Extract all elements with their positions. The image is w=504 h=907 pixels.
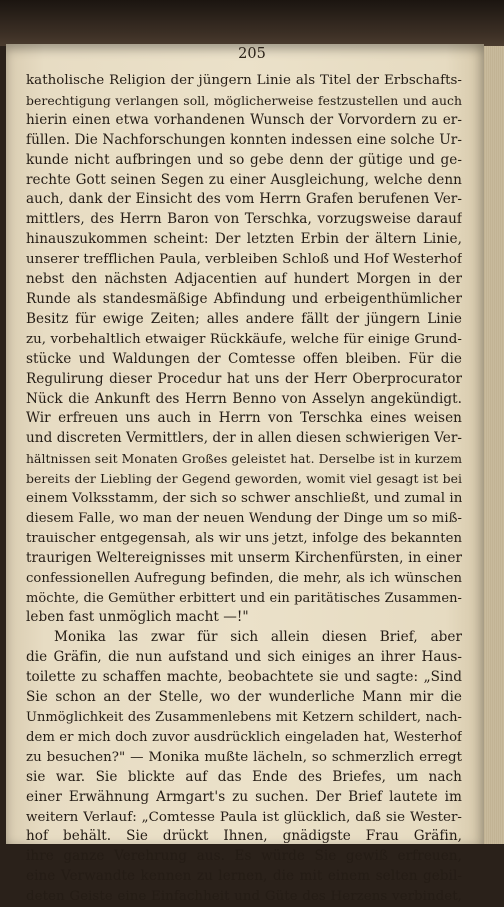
text-line: auch, dank der Einsicht des vom Herrn Grafen berufenen Ver- (26, 191, 462, 208)
text-line: füllen. Die Nachforschungen konnten indessen eine solche Ur- (26, 131, 462, 148)
text-line: trauischer entgegensah, als wir uns jetzt, infolge des bekannten (26, 530, 462, 546)
text-line: toilette zu schaffen machte, beobachtete sie und sagte: „Sind (26, 669, 462, 686)
text-line: confessionellen Aufregung befinden, die mehr, als ich wünschen (26, 570, 462, 586)
text-line: Monika las zwar für sich allein diesen Brief, aber (54, 629, 462, 646)
text-line: eine Verwandte kennen zu lernen, die mit einem selten gebil- (26, 868, 462, 885)
text-line: Nück die Ankunft des Herrn Benno von Asselyn angekündigt. (26, 390, 462, 407)
text-line: hof behält. Sie drückt Ihnen, gnädigste Frau Gräfin, (26, 828, 462, 845)
text-line: Besitz für ewige Zeiten; alles andere fällt der jüngern Linie (26, 310, 462, 327)
text-line: hältnissen seit Monaten Großes geleistet hat. Derselbe ist in kurzem (26, 451, 462, 467)
text-line: die Gräfin, die nun aufstand und sich einiges an ihrer Haus- (26, 649, 462, 666)
text-line: zu, vorbehaltlich etwaiger Rückkäufe, welche für einige Grund- (26, 331, 462, 347)
body-text (26, 71, 462, 907)
text-line: zu besuchen?" — Monika mußte lächeln, so schmerzlich erregt (26, 749, 462, 765)
page-number: 205 (238, 46, 266, 62)
text-line: Sie schon an der Stelle, wo der wunderliche Mann mir die (26, 689, 462, 706)
text-line: weitern Verlauf: „Comtesse Paula ist glücklich, daß sie Wester- (26, 809, 462, 825)
text-line: deten Geiste eine Einfachheit und Güte des Herzens verbindet, (26, 889, 462, 905)
text-line: leben fast unmöglich macht —!" (26, 609, 249, 626)
text-line: hierin einen etwa vorhandenen Wunsch der Vorvordern zu er- (26, 111, 462, 128)
text-line: sie war. Sie blickte auf das Ende des Briefes, um nach (26, 768, 462, 785)
text-line: Regulirung dieser Procedur hat uns der Herr Oberprocurator (26, 370, 462, 387)
text-line: Unmöglichkeit des Zusammenlebens mit Ketzern schildert, nach- (26, 710, 462, 725)
text-line: hinauszukommen scheint: Der letzten Erbin der ältern Linie, (26, 231, 462, 248)
book-binding (0, 0, 504, 46)
text-line: ihre ganze Verehrung aus. Es würde Sie gewiß erfreuen, (26, 848, 462, 865)
text-line: dem er mich doch zuvor ausdrücklich eingeladen hat, Westerhof (26, 729, 462, 745)
text-line: rechte Gott seinen Segen zu einer Ausgleichung, welche denn (26, 171, 462, 188)
text-line: katholische Religion der jüngern Linie als Titel der Erbschafts- (26, 73, 462, 88)
text-line: Runde als standesmäßige Abfindung und erbeigenthümlicher (26, 290, 462, 307)
text-line: unserer trefflichen Paula, verbleiben Schloß und Hof Westerhof (26, 252, 462, 268)
page-edges (484, 46, 504, 844)
text-line: möchte, die Gemüther erbittert und ein paritätisches Zusammen- (26, 590, 462, 606)
text-line: stücke und Waldungen der Comtesse offen bleiben. Für die (26, 350, 462, 367)
text-line: bereits der Liebling der Gegend geworden, womit viel gesagt ist bei (26, 471, 462, 487)
text-line: berechtigung verlangen soll, möglicherweise festzustellen und auch (26, 92, 462, 108)
text-line: einer Erwähnung Armgart's zu suchen. Der Brief lautete im (26, 788, 462, 805)
text-line: mittlers, des Herrn Baron von Terschka, vorzugsweise darauf (26, 211, 462, 228)
text-line: Wir erfreuen uns auch in Herrn von Terschka eines weisen (26, 410, 462, 427)
text-line: traurigen Weltereignisses mit unserm Kirchenfürsten, in einer (26, 549, 462, 566)
text-line: nebst den nächsten Adjacentien auf hundert Morgen in der (26, 271, 462, 288)
text-line: kunde nicht aufbringen und so gebe denn der gütige und ge- (26, 151, 462, 168)
text-line: diesem Falle, wo man der neuen Wendung der Dinge um so miß- (26, 510, 462, 526)
text-line: einem Volksstamm, der sich so schwer anschließt, und zumal in (26, 491, 462, 507)
text-line: und discreten Vermittlers, der in allen diesen schwierigen Ver- (26, 430, 462, 447)
